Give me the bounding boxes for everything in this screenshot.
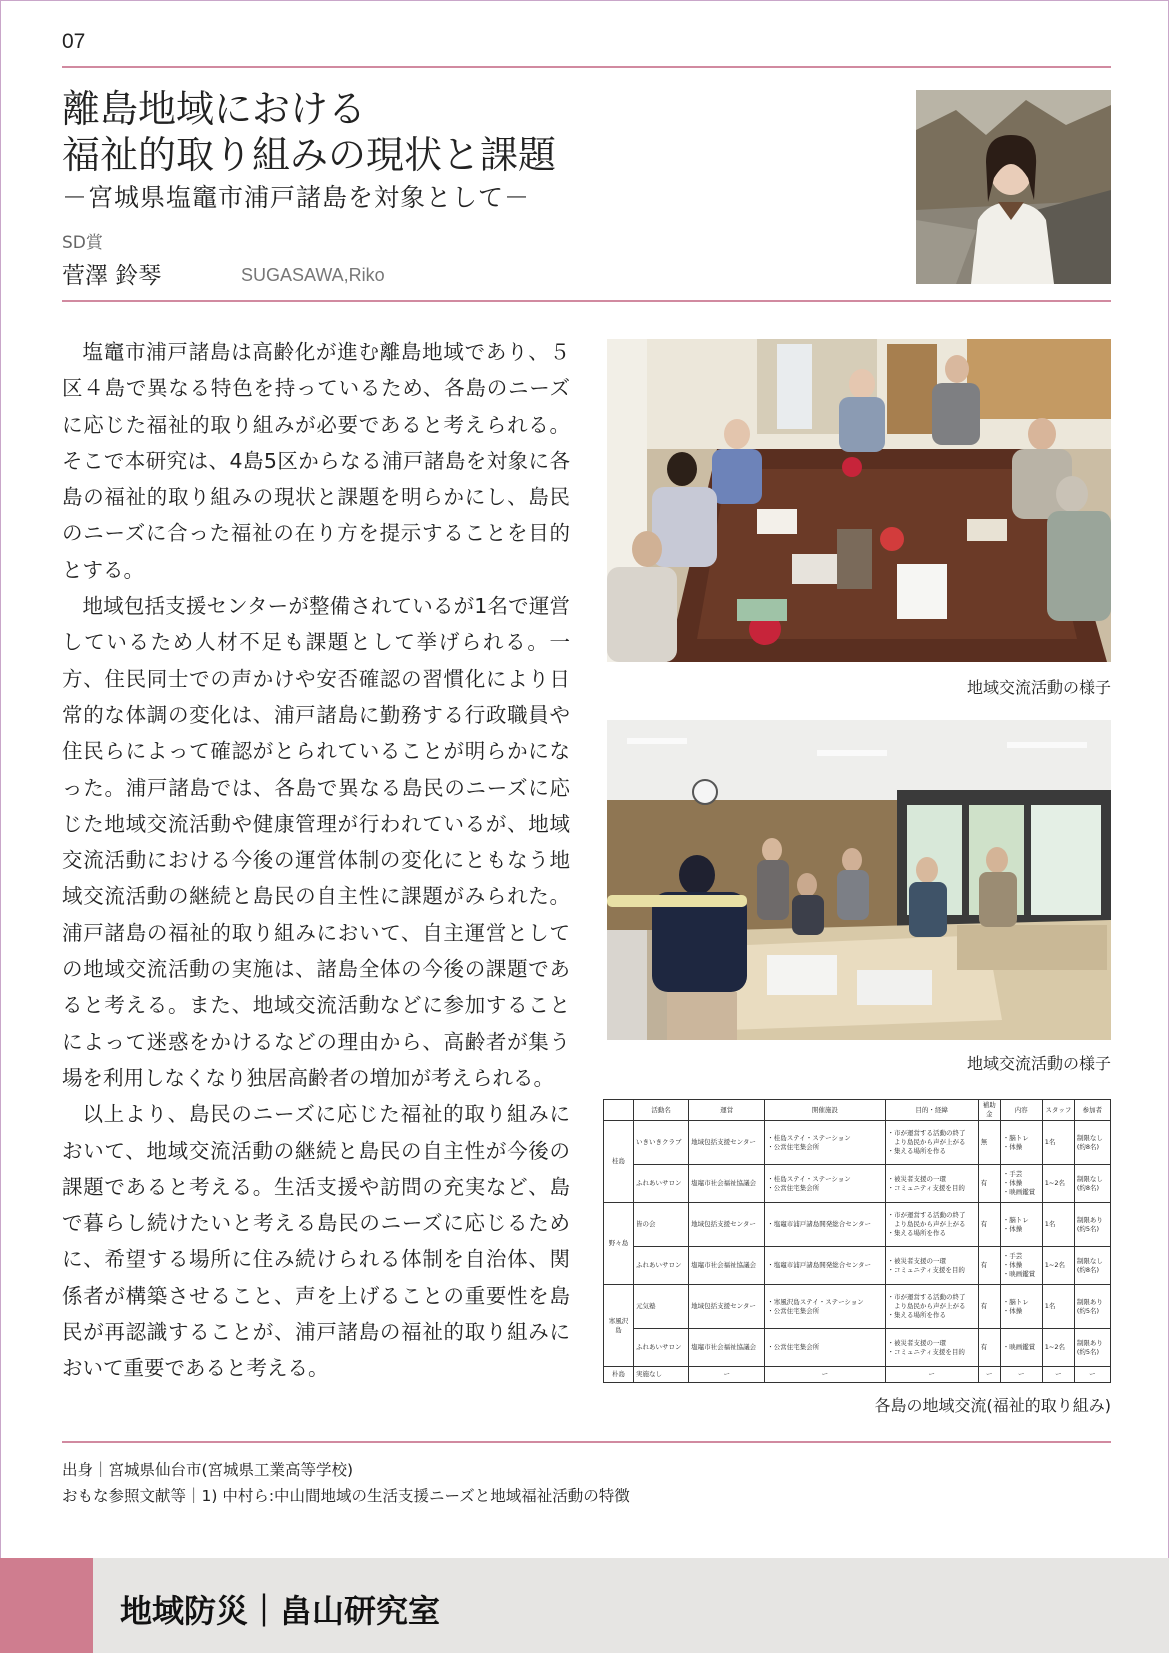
table-cell: 元気塾: [634, 1285, 689, 1329]
table-cell: ・映画鑑賞: [1000, 1329, 1042, 1367]
photo-1-caption: 地域交流活動の様子: [966, 678, 1111, 697]
table-header-row: [604, 1100, 1111, 1121]
table-cell: 有: [978, 1203, 1000, 1247]
table-cell: 地域包括支援センター: [689, 1121, 765, 1165]
table-cell: ・手芸 ・体操 ・映画鑑賞: [1000, 1165, 1042, 1203]
author-name: 菅澤 鈴琴: [62, 263, 162, 289]
table-cell: ー: [765, 1367, 885, 1383]
lab-title: 地域防災｜畠山研究室: [120, 1592, 441, 1630]
body-paragraph-1: 塩竈市浦戸諸島は高齢化が進む離島地域であり、５区４島で異なる特色を持っているため、各島のニーズに応じた福祉的取り組みが必要であると考えられる。そこで本研究は、4島5区からなる浦戸諸島を対象に各島の福祉的取り組みの現状と課題を明らかにし、島民のニーズに合った福祉の在り方を提示することを目的とする。: [62, 340, 570, 582]
table-cell: ー: [978, 1367, 1000, 1383]
table-cell: ・桂島ステイ・ステーション ・公営住宅集会所: [765, 1165, 885, 1203]
table-caption: 各島の地域交流(福祉的取り組み): [874, 1396, 1111, 1415]
title-rule: [62, 300, 1111, 302]
table-cell: 有: [978, 1329, 1000, 1367]
table-cell: ・市が運営する活動の終了 より島民から声が上がる ・集える場所を作る: [885, 1121, 978, 1165]
table-cell: ・公営住宅集会所: [765, 1329, 885, 1367]
table-cell: 1名: [1042, 1121, 1074, 1165]
island-cell: 桂島: [604, 1121, 634, 1203]
photo-2-caption: 地域交流活動の様子: [966, 1054, 1111, 1073]
table-row: [604, 1329, 1111, 1367]
table-cell: ・寒風沢島ステイ・ステーション ・公営住宅集会所: [765, 1285, 885, 1329]
table-header: 開催施設: [765, 1100, 885, 1121]
table-row: [604, 1121, 1111, 1165]
table-cell: ・市が運営する活動の終了 より島民から声が上がる ・集える場所を作る: [885, 1203, 978, 1247]
table-cell: ふれあいサロン: [634, 1165, 689, 1203]
table-cell: ー: [1000, 1367, 1042, 1383]
body-paragraph-2: 地域包括支援センターが整備されているが1名で運営しているため人材不足も課題として挙げられる。一方、住民同士での声かけや安否確認の習慣化により日常的な体調の変化は、浦戸諸島に勤務する行政職員や住民らによって確認がとられていることが明らかになった。浦戸諸島では、各島で異なる島民のニーズに応じた地域交流活動や健康管理が行われているが、地域交流活動における今後の運営体制の変化にともなう地域交流活動の継続と島民の自主性に課題がみられた。浦戸諸島の福祉的取り組みにおいて、自主運営としての地域交流活動の実施は、諸島全体の今後の課題であると考える。また、地域交流活動などに参加することによって迷惑をかけるなどの理由から、高齢者が集う場を利用しなくなり独居高齢者の増加が考えられる。: [62, 594, 570, 1090]
table-cell: ・被災者支援の一環 ・コミュニティ支援を目的: [885, 1329, 978, 1367]
table-cell: 塩竈市社会福祉協議会: [689, 1329, 765, 1367]
table-row: [604, 1367, 1111, 1383]
table-cell: 1~2名: [1042, 1165, 1074, 1203]
table-cell: ・市が運営する活動の終了 より島民から声が上がる ・集える場所を作る: [885, 1285, 978, 1329]
table-cell: 有: [978, 1285, 1000, 1329]
table-cell: ・手芸 ・体操 ・映画鑑賞: [1000, 1247, 1042, 1285]
table-row: [604, 1203, 1111, 1247]
table-cell: 制限あり (約5名): [1074, 1329, 1110, 1367]
author-portrait: [916, 90, 1111, 284]
references-info: おもな参照文献等｜1) 中村ら:中山間地域の生活支援ニーズと地域福祉活動の特徴: [62, 1487, 630, 1505]
table-cell: 制限あり (約5名): [1074, 1203, 1110, 1247]
table-cell: ・脳トレ ・体操: [1000, 1285, 1042, 1329]
table-row: [604, 1247, 1111, 1285]
table-cell: ー: [689, 1367, 765, 1383]
table-cell: 無: [978, 1121, 1000, 1165]
body-paragraph-3: 以上より、島民のニーズに応じた福祉的取り組みにおいて、地域交流活動の継続と島民の自主性が今後の課題であると考える。生活支援や訪問の充実など、島で暮らし続けたいと考える島民のニーズに応じるために、希望する場所に住み続けられる体制を自治体、関係者が構築させること、声を上げることの重要性を島民が再認識することが、浦戸諸島の福祉的取り組みにおいて重要であると考える。: [62, 1102, 570, 1381]
table-cell: 1~2名: [1042, 1329, 1074, 1367]
table-cell: 有: [978, 1165, 1000, 1203]
article-title: [62, 86, 556, 178]
activity-photo-1: [607, 339, 1111, 662]
island-cell: 野々島: [604, 1203, 634, 1285]
table-cell: 実施なし: [634, 1367, 689, 1383]
award-label: SD賞: [62, 233, 103, 253]
table-cell: 1名: [1042, 1203, 1074, 1247]
table-header: [604, 1100, 634, 1121]
table-cell: ふれあいサロン: [634, 1329, 689, 1367]
table-cell: 1~2名: [1042, 1247, 1074, 1285]
table-header: 補助金: [978, 1100, 1000, 1121]
table-row: [604, 1165, 1111, 1203]
table-cell: 塩竈市社会福祉協議会: [689, 1247, 765, 1285]
table-cell: 塩竈市社会福祉協議会: [689, 1165, 765, 1203]
table-cell: 地域包括支援センター: [689, 1285, 765, 1329]
table-cell: ・塩竈市浦戸諸島開発総合センター: [765, 1247, 885, 1285]
table-cell: 制限なし (約8名): [1074, 1121, 1110, 1165]
activity-table: [603, 1099, 1111, 1380]
table-cell: 1名: [1042, 1285, 1074, 1329]
title-line-1: 離島地域における: [62, 87, 367, 131]
table-cell: ・脳トレ ・体操: [1000, 1203, 1042, 1247]
footer-rule: [62, 1441, 1111, 1443]
table-row: [604, 1285, 1111, 1329]
activity-photo-2: [607, 720, 1111, 1040]
table-cell: ・脳トレ ・体操: [1000, 1121, 1042, 1165]
table-header: 目的・経緯: [885, 1100, 978, 1121]
article-subtitle: －宮城県塩竈市浦戸諸島を対象として－: [62, 183, 531, 212]
table-cell: 制限なし (約8名): [1074, 1165, 1110, 1203]
table-cell: ・被災者支援の一環 ・コミュニティ支援を目的: [885, 1165, 978, 1203]
title-line-2: 福祉的取り組みの現状と課題: [62, 133, 557, 177]
header-rule: [62, 66, 1111, 68]
table-cell: 制限あり (約5名): [1074, 1285, 1110, 1329]
table-cell: ・被災者支援の一環 ・コミュニティ支援を目的: [885, 1247, 978, 1285]
table-cell: 地域包括支援センター: [689, 1203, 765, 1247]
island-cell: 朴島: [604, 1367, 634, 1383]
table-header: 参加者: [1074, 1100, 1110, 1121]
table-body: [604, 1121, 1111, 1383]
table-cell: 制限なし (約8名): [1074, 1247, 1110, 1285]
lab-accent-block: [0, 1558, 93, 1653]
table-header: 運営: [689, 1100, 765, 1121]
table-cell: ・桂島ステイ・ステーション ・公営住宅集会所: [765, 1121, 885, 1165]
table-cell: 有: [978, 1247, 1000, 1285]
body-text: [62, 334, 570, 1387]
origin-info: 出身｜宮城県仙台市(宮城県工業高等学校): [62, 1461, 354, 1479]
author-name-en: SUGASAWA,Riko: [241, 265, 385, 285]
table-cell: ふれあいサロン: [634, 1247, 689, 1285]
table-cell: 皆の会: [634, 1203, 689, 1247]
table-header: スタッフ: [1042, 1100, 1074, 1121]
table-cell: ー: [1074, 1367, 1110, 1383]
page-number: 07: [62, 30, 86, 53]
table-header: 活動名: [634, 1100, 689, 1121]
table-cell: ー: [885, 1367, 978, 1383]
table-cell: いきいきクラブ: [634, 1121, 689, 1165]
table-cell: ー: [1042, 1367, 1074, 1383]
table-cell: ・塩竈市浦戸諸島開発総合センター: [765, 1203, 885, 1247]
island-cell: 寒風沢島: [604, 1285, 634, 1367]
table-header: 内容: [1000, 1100, 1042, 1121]
